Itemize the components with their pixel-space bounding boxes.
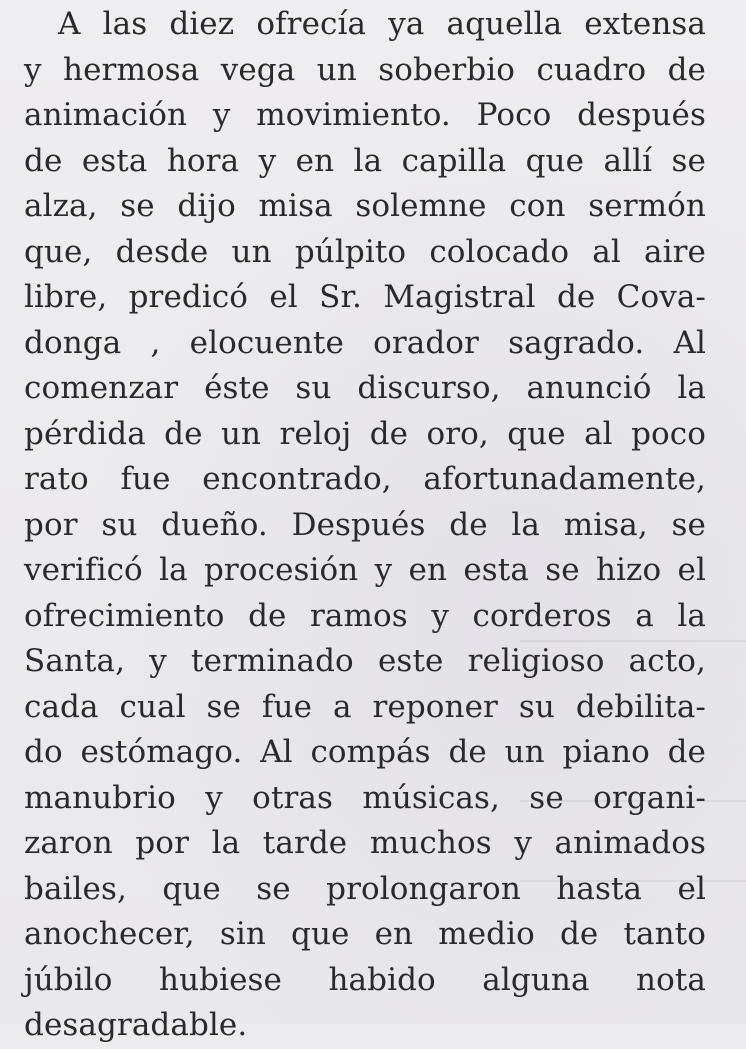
text-line: A las diez ofrecía ya aquella extensa [58,6,706,42]
text-line: donga , elocuente orador sagrado. Al [24,324,706,361]
text-line: Santa, y terminado este religioso acto, [24,643,706,679]
text-line: desagradable. [24,1007,248,1043]
text-line: que, desde un púlpito colocado al aire [24,233,706,270]
text-line: verificó la procesión y en esta se hizo el [24,552,706,588]
text-line: júbilo hubiese habido alguna nota [24,961,706,998]
text-line: do estómago. Al compás de un piano de [24,734,706,770]
text-line: de esta hora y en la capilla que allí se [24,142,706,179]
text-line: cada cual se fue a reponer su debilita- [24,688,706,725]
text-line: ofrecimiento de ramos y corderos a la [24,597,706,634]
text-line: bailes, que se prolongaron hasta el [24,870,706,907]
text-line: y hermosa vega un soberbio cuadro de [24,51,706,88]
text-line: por su dueño. Después de la misa, se [24,506,706,543]
text-line: zaron por la tarde muchos y animados [24,825,706,861]
text-line: animación y movimiento. Poco después [24,97,706,133]
text-line: rato fue encontrado, afortunadamente, [24,461,706,497]
text-line: manubrio y otras músicas, se organi- [24,779,706,816]
text-line: pérdida de un reloj de oro, que al poco [24,415,706,452]
text-line: comenzar éste su discurso, anunció la [24,370,706,406]
text-line: anochecer, sin que en medio de tanto [24,916,706,952]
article-paragraph [24,2,706,1049]
text-line: alza, se dijo misa solemne con sermón [24,188,706,224]
text-line: libre, predicó el Sr. Magistral de Cova- [24,279,706,315]
